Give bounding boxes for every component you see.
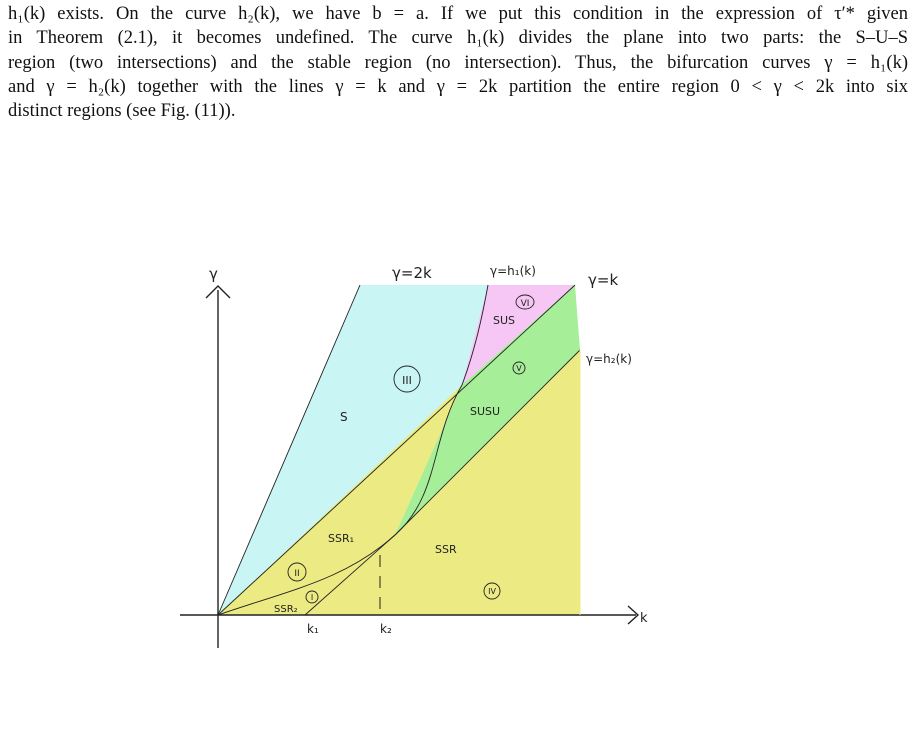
label-gamma-2k: γ=2k (392, 264, 432, 282)
svg-text:V: V (516, 364, 522, 373)
tick-label-k1: k₁ (307, 622, 319, 636)
region-label-ssr2: SSR₂ (274, 604, 298, 615)
paragraph-line-5: distinct regions (see Fig. (11)). (8, 101, 236, 122)
paragraph-line-4: and γ = h₂(k) together with the lines γ = k and γ = 2k partition the entire region 0 < γ < 2k into six (8, 76, 908, 97)
paragraph-line-2: in Theorem (2.1), it becomes undefined. The curve h₁(k) divides the plane into two parts: the S–U–S (8, 28, 908, 49)
region-label-s: S (340, 410, 348, 424)
paragraph-line-1: h₁(k) exists. On the curve h₂(k), we have b = a. If we put this condition in the expression of τ′* given (8, 4, 908, 24)
svg-text:III: III (402, 374, 412, 387)
y-axis-label: γ (209, 265, 218, 283)
svg-text:IV: IV (488, 587, 496, 596)
svg-text:II: II (294, 569, 300, 579)
svg-text:I: I (310, 593, 314, 602)
paragraph-line-3: region (two intersections) and the stable region (no intersection). Thus, the bifurcation curves γ = h₁(k) (8, 52, 908, 73)
region-label-ssr: SSR (435, 543, 457, 556)
region-label-sus: SUS (493, 314, 516, 327)
svg-text:VI: VI (520, 299, 530, 309)
label-gamma-h2: γ=h₂(k) (586, 352, 632, 366)
tick-label-k2: k₂ (380, 622, 392, 636)
label-gamma-k: γ=k (588, 271, 619, 289)
region-label-susu: SUSU (470, 405, 501, 418)
x-axis-label: k (640, 611, 648, 626)
label-gamma-h1: γ=h₁(k) (490, 264, 536, 278)
region-label-ssr1: SSR₁ (328, 532, 355, 545)
